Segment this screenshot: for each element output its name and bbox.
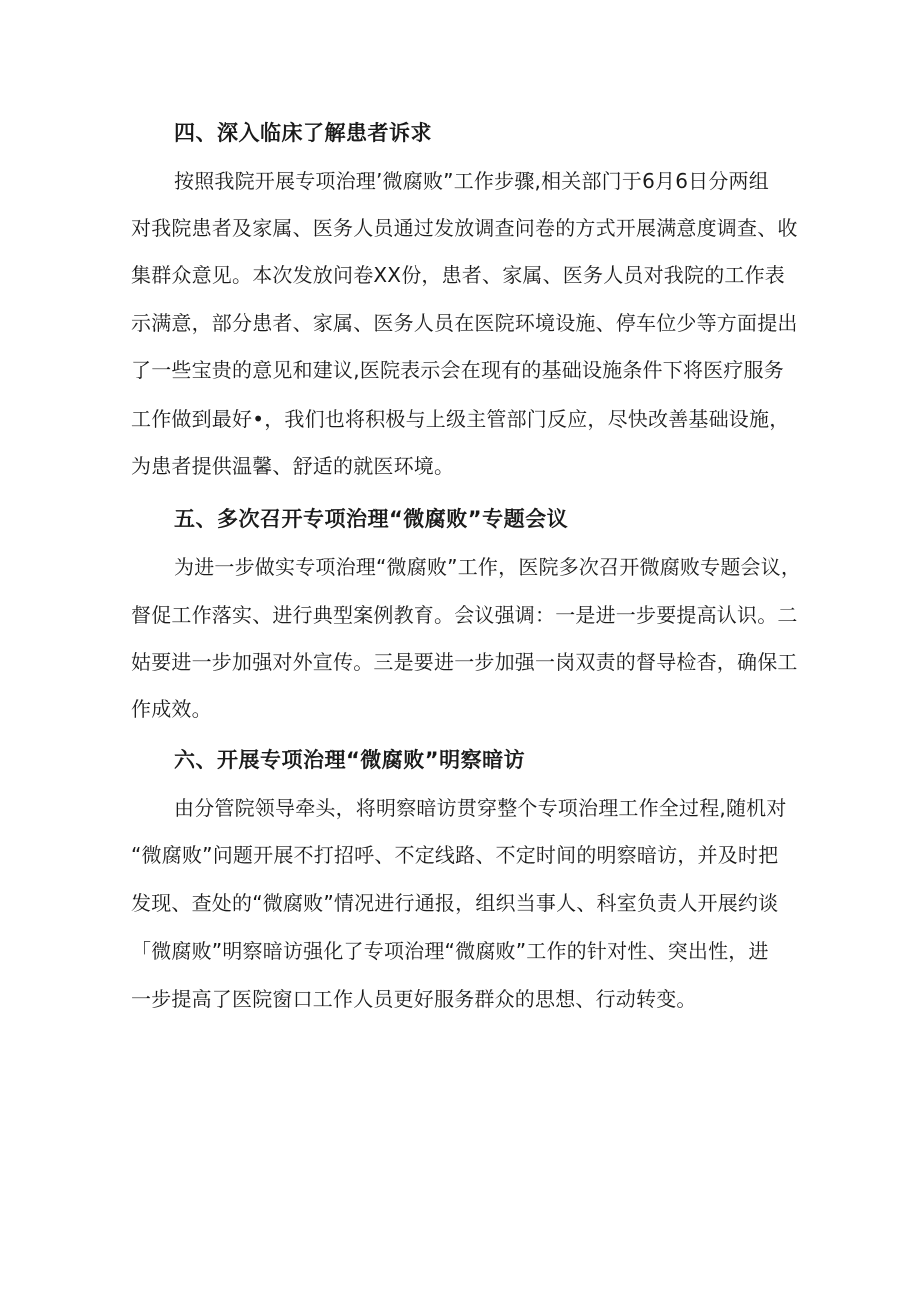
paragraph-line: 工作做到最好•，我们也将积极与上级主管部门反应，尽快改善基础设施， bbox=[131, 407, 790, 431]
paragraph-line: 示满意，部分患者、家属、医务人员在医院环境设施、停车位少等方面提出 bbox=[131, 311, 798, 335]
paragraph-line: 了一些宝贵的意见和建议,医院表示会在现有的基础设施条件下将医疗服务 bbox=[131, 358, 784, 382]
paragraph-line: 为进一步做实专项治理“微腐败”工作，医院多次召开微腐败专题会议， bbox=[174, 555, 802, 579]
paragraph-line: 「微腐败”明察暗访强化了专项治理“微腐败”工作的针对性、突出性，进 bbox=[131, 939, 769, 963]
section-heading: 六、开展专项治理“微腐败”明察暗访 bbox=[174, 748, 526, 772]
paragraph-line: 一步提高了医院窗口工作人员更好服务群众的思想、行动转变。 bbox=[131, 987, 697, 1011]
paragraph-line: 为患者提供温馨、舒适的就医环境。 bbox=[131, 454, 455, 478]
paragraph-line: 姑要进一步加强对外宣传。三是要进一步加强一岗双责的督导检杳，确保工 bbox=[131, 650, 798, 674]
section-heading: 四、深入临床了解患者诉求 bbox=[174, 121, 432, 145]
paragraph-line: 集群众意见。本次发放问卷XX份，患者、家属、医务人员对我院的工作表 bbox=[131, 263, 786, 287]
paragraph-line: 督促工作落实、进行典型案例教育。会议强调：一是进一步要提高认识。二 bbox=[131, 603, 798, 627]
paragraph-line: 对我院患者及家属、医务人员通过发放调查问卷的方式开展满意度调查、收 bbox=[131, 216, 798, 240]
paragraph-line: 作成效。 bbox=[131, 697, 212, 721]
paragraph-line: 按照我院开展专项治理’微腐败”工作步骤,相关部门于6月6日分两组 bbox=[174, 169, 769, 193]
section-heading: 五、多次召开专项治理“微腐败”专题会议 bbox=[174, 507, 569, 531]
paragraph-line: 由分管院领导牵头，将明察暗访贯穿整个专项治理工作全过程,随机对 bbox=[174, 796, 787, 820]
paragraph-line: “微腐败”问题开展不打招呼、不定线路、不定时间的明察暗访，并及时把 bbox=[131, 843, 779, 867]
paragraph-line: 发现、查处的“微腐败”情况进行通报，组织当事人、科室负责人开展约谈 bbox=[131, 891, 779, 915]
